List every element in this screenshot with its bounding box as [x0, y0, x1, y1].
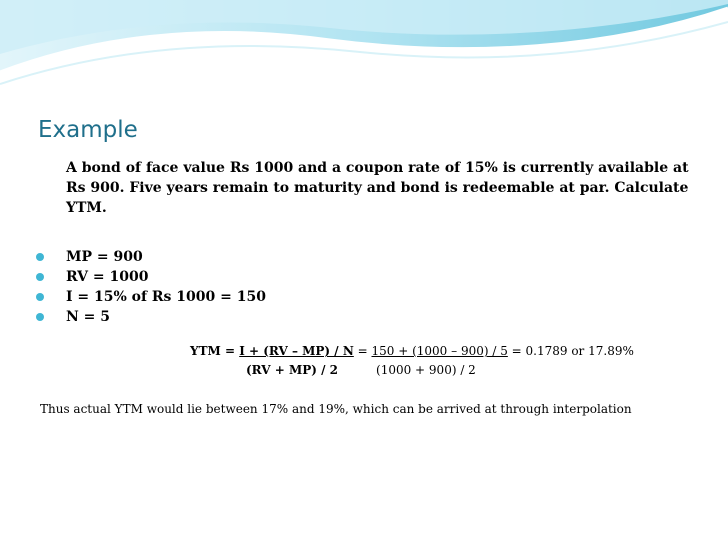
formula-general-denominator: (RV + MP) / 2: [246, 363, 339, 377]
formula-numeric-denominator: (1000 + 900) / 2: [376, 363, 476, 377]
formula-numeric-numerator: 150 + (1000 – 900) / 5: [371, 344, 508, 358]
header-wave-banner: [0, 0, 728, 100]
formula-equals: =: [353, 344, 372, 358]
bullet-text: I = 15% of Rs 1000 = 150: [66, 289, 266, 305]
given-values-list: [30, 247, 266, 327]
formula-denominator-line: [246, 362, 476, 378]
bullet-dot-icon: [36, 313, 44, 321]
bullet-dot-icon: [36, 253, 44, 261]
list-item: [30, 247, 266, 267]
bullet-text: RV = 1000: [66, 269, 149, 285]
formula-general-numerator: I + (RV – MP) / N: [239, 344, 354, 358]
list-item: [30, 307, 266, 327]
bullet-text: N = 5: [66, 309, 111, 325]
conclusion-text: Thus actual YTM would lie between 17% and 19%, which can be arrived at through interpolation: [40, 402, 632, 416]
list-item: [30, 267, 266, 287]
formula-lhs: YTM =: [190, 344, 240, 358]
slide-title: Example: [38, 117, 138, 143]
problem-statement: A bond of face value Rs 1000 and a coupon rate of 15% is currently available at Rs 900. Five years remain to maturity and bond is redeemable at par. Calculate YTM.: [66, 160, 689, 216]
list-item: [30, 287, 266, 307]
bullet-dot-icon: [36, 293, 44, 301]
formula-result: = 0.1789 or 17.89%: [507, 344, 634, 358]
formula-numerator-line: [190, 343, 634, 359]
bullet-dot-icon: [36, 273, 44, 281]
bullet-text: MP = 900: [66, 249, 143, 265]
